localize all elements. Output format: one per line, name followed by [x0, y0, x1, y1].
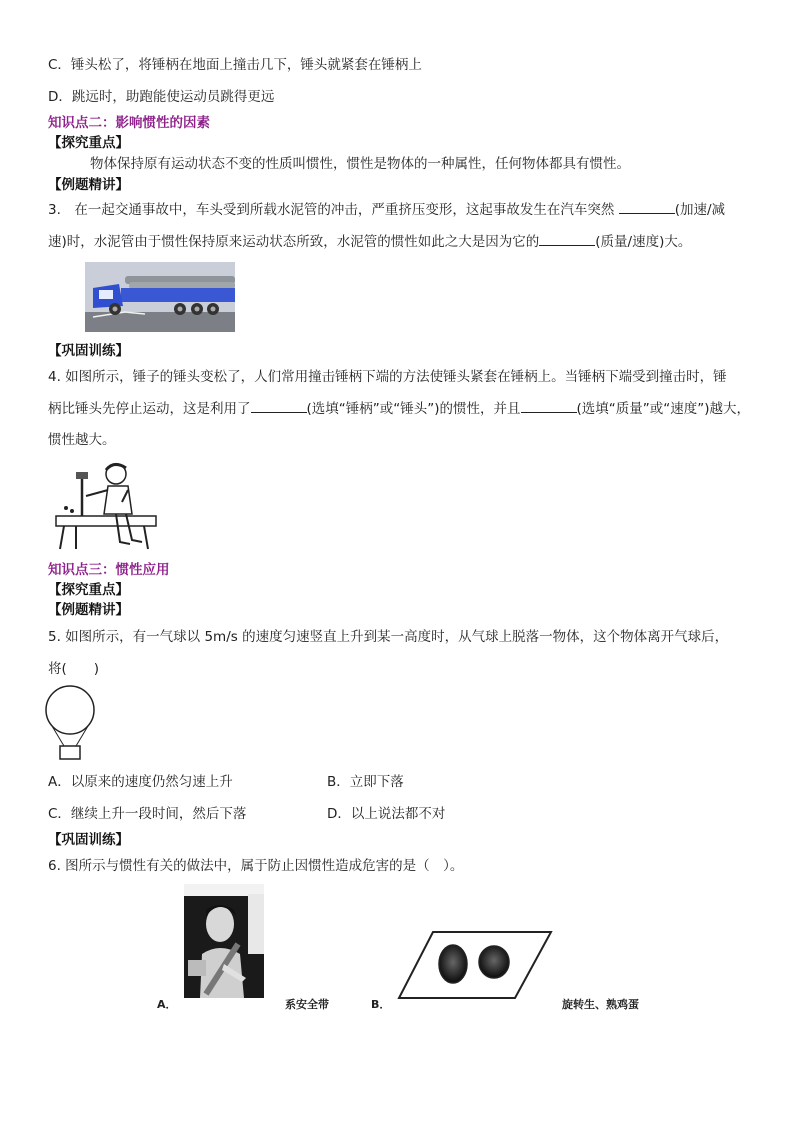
question-3-line-2 — [48, 233, 691, 251]
question-5-option-b[interactable]: B．立即下落 — [327, 774, 404, 790]
question-4-blank-2[interactable] — [521, 400, 577, 413]
question-3-text-a-tail: (加速/减 — [674, 202, 726, 218]
question-4-blank-1[interactable] — [251, 400, 307, 413]
eggs-image — [395, 929, 555, 1001]
option-c-prev: C．锤头松了，将锤柄在地面上撞击几下，锤头就紧套在锤柄上 — [48, 57, 422, 73]
question-4-text-b-head: 柄比锤头先停止运动，这是利用了 — [48, 401, 251, 417]
question-3-blank-2[interactable] — [539, 233, 595, 246]
seatbelt-image — [184, 884, 264, 998]
tag-practice-2: 【巩固训练】 — [48, 832, 129, 848]
question-3-blank-1[interactable] — [619, 201, 675, 214]
question-5-option-d[interactable]: D．以上说法都不对 — [327, 806, 446, 822]
balloon-image — [42, 684, 102, 764]
question-6-line: 6. 图所示与惯性有关的做法中，属于防止因惯性造成危害的是（ ）。 — [48, 858, 464, 874]
truck-image — [85, 262, 235, 332]
option-d-prev: D．跳远时，助跑能使运动员跳得更远 — [48, 89, 275, 105]
q6-option-b-letter[interactable]: B． — [371, 998, 391, 1011]
question-5-option-c[interactable]: C．继续上升一段时间，然后下落 — [48, 806, 247, 822]
tag-explore-2: 【探究重点】 — [48, 582, 129, 598]
hammer-man-image — [46, 456, 162, 552]
tag-explore-1: 【探究重点】 — [48, 135, 129, 151]
question-3-line-1 — [48, 201, 725, 219]
question-5-line-2: 将( ) — [48, 661, 100, 677]
question-3-text-b: 速)时，水泥管由于惯性保持原来运动状态所致，水泥管的惯性如此之大是因为它的 — [48, 234, 540, 250]
question-3-text-a: 3. 在一起交通事故中，车头受到所载水泥管的冲击，严重挤压变形，这起事故发生在汽车突然 — [48, 202, 615, 218]
balloon-figure — [42, 684, 102, 764]
question-4-line-3: 惯性越大。 — [48, 432, 116, 448]
hammer-man-figure — [46, 456, 162, 552]
question-5-line-1: 5. 如图所示，有一气球以 5m/s 的速度匀速竖直上升到某一高度时，从气球上脱落一物体，这个物体离开气球后， — [48, 629, 729, 645]
question-4-line-2 — [48, 400, 750, 418]
q6-option-a-caption: 系安全带 — [285, 998, 329, 1011]
knowledge-point-2-heading: 知识点二：影响惯性的因素 — [48, 115, 210, 131]
question-4-text-b-mid: (选填“锤柄”或“锤头”)的惯性，并且 — [306, 401, 521, 417]
seatbelt-figure — [184, 884, 264, 998]
truck-figure — [85, 262, 235, 332]
tag-practice-1: 【巩固训练】 — [48, 343, 129, 359]
eggs-figure — [395, 929, 555, 1001]
q6-option-b-caption: 旋转生、熟鸡蛋 — [562, 998, 639, 1011]
question-5-option-a[interactable]: A．以原来的速度仍然匀速上升 — [48, 774, 233, 790]
knowledge-point-3-heading: 知识点三：惯性应用 — [48, 562, 170, 578]
definition-text: 物体保持原有运动状态不变的性质叫惯性，惯性是物体的一种属性，任何物体都具有惯性。 — [90, 156, 630, 172]
question-4-text-b-tail: (选填“质量”或“速度”)越大， — [576, 401, 751, 417]
tag-example-1: 【例题精讲】 — [48, 177, 129, 193]
question-5-options-row-1 — [48, 773, 233, 791]
q6-option-a-letter[interactable]: A． — [157, 998, 177, 1011]
tag-example-2: 【例题精讲】 — [48, 602, 129, 618]
question-4-line-1: 4. 如图所示，锤子的锤头变松了，人们常用撞击锤柄下端的方法使锤头紧套在锤柄上。当锤柄下端受到撞击时，锤 — [48, 369, 727, 385]
question-3-text-b-tail: (质量/速度)大。 — [595, 234, 692, 250]
